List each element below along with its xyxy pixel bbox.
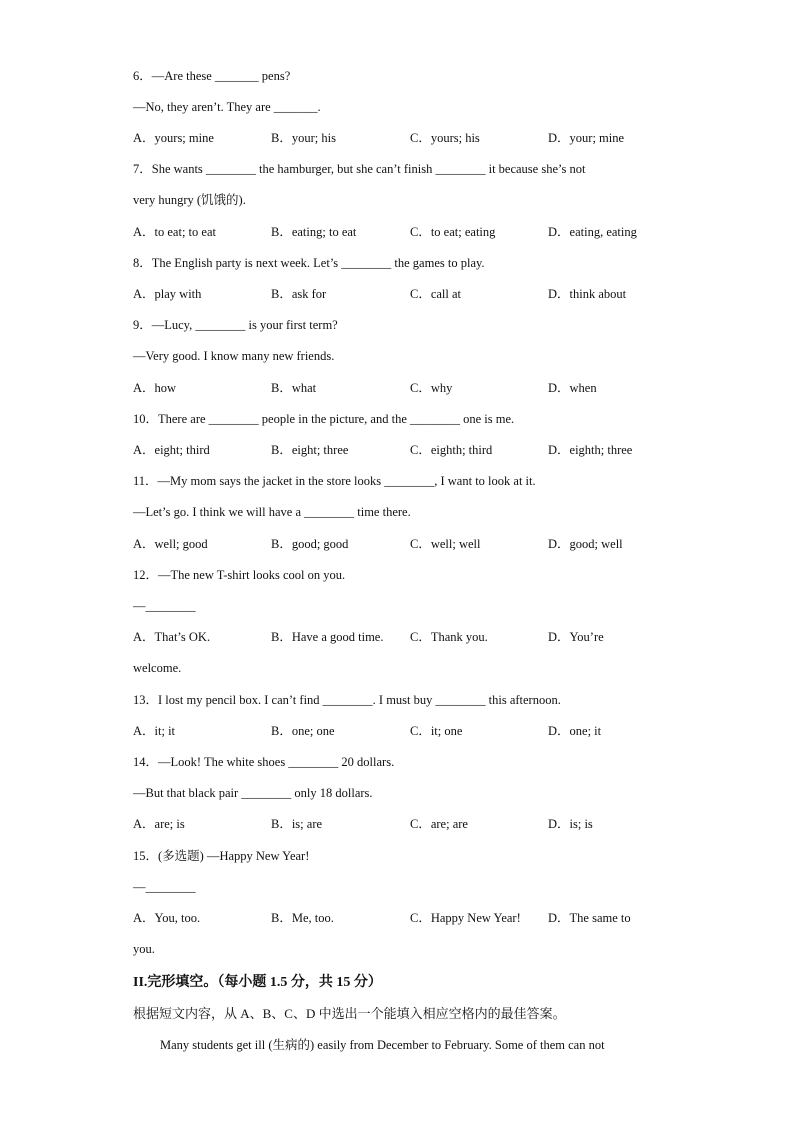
q12-stem-2: —________ bbox=[133, 599, 196, 613]
q13-option-d: D．one; it bbox=[548, 724, 602, 738]
q9-option-c: C．why bbox=[410, 381, 453, 395]
q9-option-b: B．what bbox=[271, 381, 317, 395]
section-2-heading: II.完形填空。（每小题 1.5 分，共 15 分） bbox=[133, 975, 382, 990]
q11-stem-2: —Let’s go. I think we will have a ________ time there. bbox=[133, 505, 411, 519]
q12-option-d-continuation: welcome. bbox=[133, 661, 182, 675]
q6-option-c: C．yours; his bbox=[410, 131, 480, 145]
q14-option-a: A．are; is bbox=[133, 817, 185, 831]
passage-first-line: Many students get ill (生病的) easily from December to February. Some of them can not bbox=[160, 1038, 605, 1052]
q7-stem-2: very hungry (饥饿的). bbox=[133, 193, 246, 207]
q15-option-a: A．You, too. bbox=[133, 911, 201, 925]
q15-option-b: B．Me, too. bbox=[271, 911, 334, 925]
q11-stem: 11．—My mom says the jacket in the store looks ________, I want to look at it. bbox=[133, 474, 536, 488]
q6-stem: 6．—Are these _______ pens? bbox=[133, 69, 291, 83]
q13-stem: 13．I lost my pencil box. I can’t find ________. I must buy ________ this afternoon. bbox=[133, 693, 561, 707]
q11-option-d: D．good; well bbox=[548, 537, 623, 551]
q10-option-a: A．eight; third bbox=[133, 443, 210, 457]
q14-option-d: D．is; is bbox=[548, 817, 593, 831]
q8-option-a: A．play with bbox=[133, 287, 202, 301]
q14-stem-2: —But that black pair ________ only 18 dollars. bbox=[133, 786, 373, 800]
q7-option-d: D．eating, eating bbox=[548, 225, 637, 239]
q7-option-a: A．to eat; to eat bbox=[133, 225, 216, 239]
q6-option-b: B．your; his bbox=[271, 131, 336, 145]
q11-option-a: A．well; good bbox=[133, 537, 208, 551]
q14-stem: 14．—Look! The white shoes ________ 20 dollars. bbox=[133, 755, 395, 769]
q15-option-d-continuation: you. bbox=[133, 942, 155, 956]
q7-option-b: B．eating; to eat bbox=[271, 225, 357, 239]
q10-option-d: D．eighth; three bbox=[548, 443, 633, 457]
q10-option-b: B．eight; three bbox=[271, 443, 349, 457]
q7-stem: 7．She wants ________ the hamburger, but she can’t finish ________ it because she’s not bbox=[133, 162, 586, 176]
q9-option-a: A．how bbox=[133, 381, 177, 395]
q15-stem-2: —________ bbox=[133, 880, 196, 894]
q13-option-a: A．it; it bbox=[133, 724, 176, 738]
q9-stem-2: —Very good. I know many new friends. bbox=[133, 349, 335, 363]
q14-option-c: C．are; are bbox=[410, 817, 468, 831]
q12-option-c: C．Thank you. bbox=[410, 630, 488, 644]
q8-option-c: C．call at bbox=[410, 287, 462, 301]
q15-option-c: C．Happy New Year! bbox=[410, 911, 521, 925]
q8-stem: 8．The English party is next week. Let’s ________ the games to play. bbox=[133, 256, 485, 270]
q9-option-d: D．when bbox=[548, 381, 597, 395]
q10-stem: 10．There are ________ people in the picture, and the ________ one is me. bbox=[133, 412, 515, 426]
q9-stem: 9．—Lucy, ________ is your first term? bbox=[133, 318, 338, 332]
q8-option-b: B．ask for bbox=[271, 287, 327, 301]
q12-option-a: A．That’s OK. bbox=[133, 630, 211, 644]
q12-option-b: B．Have a good time. bbox=[271, 630, 384, 644]
q15-stem: 15．(多选题) —Happy New Year! bbox=[133, 849, 310, 863]
q12-stem: 12．—The new T-shirt looks cool on you. bbox=[133, 568, 346, 582]
q8-option-d: D．think about bbox=[548, 287, 627, 301]
q10-option-c: C．eighth; third bbox=[410, 443, 493, 457]
section-2-instruction: 根据短文内容，从 A、B、C、D 中选出一个能填入相应空格内的最佳答案。 bbox=[133, 1006, 566, 1021]
q6-option-a: A．yours; mine bbox=[133, 131, 214, 145]
q14-option-b: B．is; are bbox=[271, 817, 323, 831]
q15-option-d: D．The same to bbox=[548, 911, 631, 925]
q6-stem-2: —No, they aren’t. They are _______. bbox=[133, 100, 321, 114]
q13-option-b: B．one; one bbox=[271, 724, 335, 738]
q7-option-c: C．to eat; eating bbox=[410, 225, 496, 239]
q12-option-d: D．You’re bbox=[548, 630, 604, 644]
q11-option-b: B．good; good bbox=[271, 537, 349, 551]
q13-option-c: C．it; one bbox=[410, 724, 463, 738]
q11-option-c: C．well; well bbox=[410, 537, 481, 551]
q6-option-d: D．your; mine bbox=[548, 131, 625, 145]
